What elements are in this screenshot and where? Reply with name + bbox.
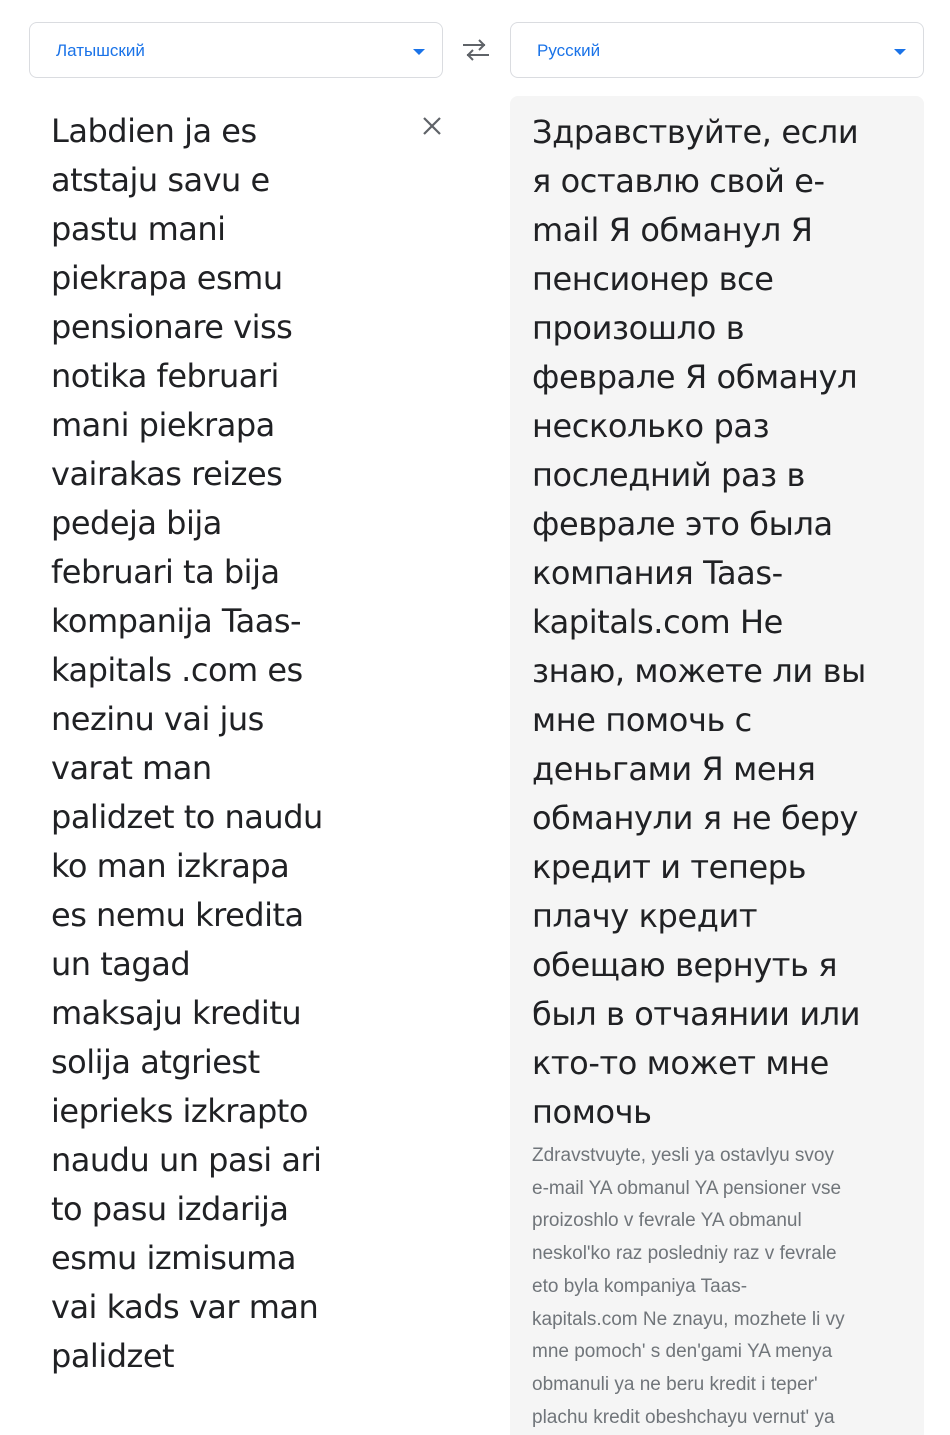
target-language-selector[interactable] [510,22,924,78]
source-text-input[interactable]: Labdien ja es atstaju savu e pastu mani piekrapa esmu pensionare viss notika februari mani piekrapa vairakas reizes pedeja bija februari ta bija kompanija Taas- kapitals .com es nezinu vai jus varat man palidzet to naudu ko man izkrapa es nemu kredita un tagad maksaju kreditu solija atgriest ieprieks izkrapto naudu un pasi ari to pasu izdarija esmu izmisuma vai kads var man palidzet [51,112,323,1375]
caret-down-icon [894,49,906,55]
transliteration-text: Zdravstvuyte, yesli ya ostavlyu svoy e-mail YA obmanul YA pensioner vse proizoshlo v fevrale YA obmanul neskol'ko raz posledniy raz v fevrale eto byla kompaniya Taas- kapitals.com Ne znayu, mozhete li vy mne pomoch' s den'gami YA menya obmanuli ya ne beru kredit i teper' plachu kredit obeshchayu vernut' ya [532,1145,845,1428]
translation-panel [510,96,924,1435]
target-language-label: Русский [537,41,601,60]
source-language-label: Латышский [56,41,145,60]
swap-languages-icon[interactable] [460,36,492,64]
source-language-selector[interactable] [29,22,443,78]
caret-down-icon [413,49,425,55]
close-icon[interactable] [418,112,446,140]
translation-output: Здравствуйте, если я оставлю свой e- mail Я обманул Я пенсионер все произошло в феврале Я обманул несколько раз последний раз в феврале это была компания Taas- kapitals.com Не знаю, можете ли вы мне помочь с деньгами Я меня обманули я не беру кредит и теперь плачу кредит обещаю вернуть я был в отчаянии или кто-то может мне помочь [532,113,866,1131]
